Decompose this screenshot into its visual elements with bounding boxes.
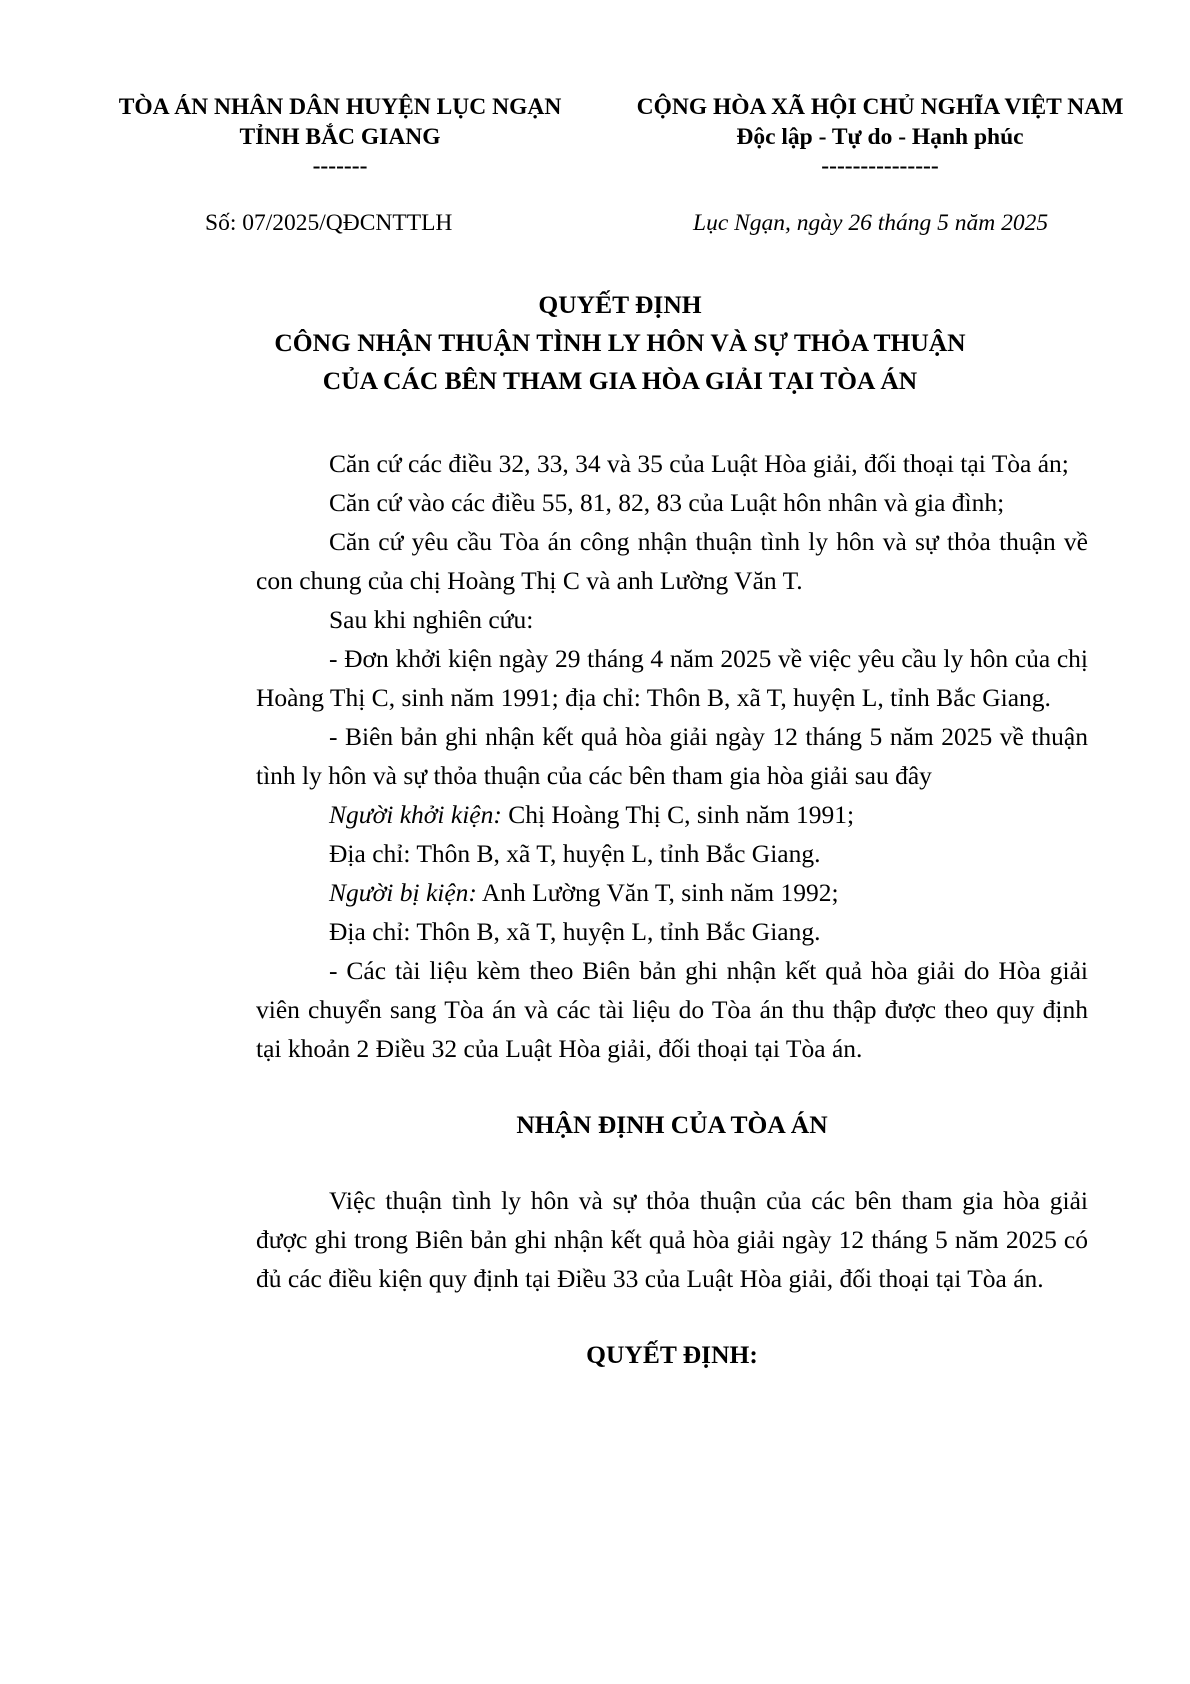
defendant-address: Địa chỉ: Thôn B, xã T, huyện L, tỉnh Bắc Giang. <box>329 917 821 946</box>
national-name: CỘNG HÒA XÃ HỘI CHỦ NGHĨA VIỆT NAM <box>636 94 1124 120</box>
title-line-3: CỦA CÁC BÊN THAM GIA HÒA GIẢI TẠI TÒA ÁN <box>322 366 918 395</box>
court-name: TÒA ÁN NHÂN DÂN HUYỆN LỤC NGẠN <box>118 94 562 120</box>
defendant-label: Người bị kiện: <box>329 878 477 907</box>
document-body <box>256 444 1088 1374</box>
court-province: TỈNH BẮC GIANG <box>239 124 441 150</box>
decision-heading: QUYẾT ĐỊNH: <box>586 1340 758 1369</box>
legal-basis-1: Căn cứ các điều 32, 33, 34 và 35 của Luật Hòa giải, đối thoại tại Tòa án; <box>329 449 1069 478</box>
legal-basis-2: Căn cứ vào các điều 55, 81, 82, 83 của Luật hôn nhân và gia đình; <box>329 488 1005 517</box>
plaintiff-address: Địa chỉ: Thôn B, xã T, huyện L, tỉnh Bắc Giang. <box>329 839 821 868</box>
legal-basis-3: Căn cứ yêu cầu Tòa án công nhận thuận tình ly hôn và sự thỏa thuận về con chung của chị Hoàng Thị C và anh Lường Văn T. <box>256 527 1088 595</box>
title-line-2: CÔNG NHẬN THUẬN TÌNH LY HÔN VÀ SỰ THỎA THUẬN <box>274 328 966 357</box>
national-header-separator: --------------- <box>821 153 939 179</box>
court-assessment-text: Việc thuận tình ly hôn và sự thỏa thuận của các bên tham gia hòa giải được ghi trong Biên bản ghi nhận kết quả hòa giải ngày 12 tháng 5 năm 2025 có đủ các điều kiện quy định tại Điều 33 của Luật Hòa giải, đối thoại tại Tòa án. <box>256 1186 1088 1293</box>
lawsuit-petition: - Đơn khởi kiện ngày 29 tháng 4 năm 2025 về việc yêu cầu ly hôn của chị Hoàng Thị C, sinh năm 1991; địa chỉ: Thôn B, xã T, huyện L, tỉnh Bắc Giang. <box>256 644 1088 712</box>
attached-documents: - Các tài liệu kèm theo Biên bản ghi nhận kết quả hòa giải do Hòa giải viên chuyển sang Tòa án và các tài liệu do Tòa án thu thập được theo quy định tại khoản 2 Điều 32 của Luật Hòa giải, đối thoại tại Tòa án. <box>256 956 1088 1063</box>
defendant-line <box>256 873 1088 912</box>
mediation-record: - Biên bản ghi nhận kết quả hòa giải ngày 12 tháng 5 năm 2025 về thuận tình ly hôn và sự thỏa thuận của các bên tham gia hòa giải sau đây <box>256 722 1088 790</box>
title-line-1: QUYẾT ĐỊNH <box>538 290 702 319</box>
national-motto: Độc lập - Tự do - Hạnh phúc <box>736 124 1024 150</box>
document-date: Lục Ngạn, ngày 26 tháng 5 năm 2025 <box>693 210 1049 236</box>
document-number: Số: 07/2025/QĐCNTTLH <box>205 210 453 236</box>
review-intro: Sau khi nghiên cứu: <box>329 605 534 634</box>
plaintiff-value: Chị Hoàng Thị C, sinh năm 1991; <box>501 800 855 829</box>
plaintiff-line <box>256 795 1088 834</box>
plaintiff-label: Người khởi kiện: <box>329 800 502 829</box>
document-title <box>150 286 1090 400</box>
court-header <box>100 92 580 180</box>
defendant-value: Anh Lường Văn T, sinh năm 1992; <box>476 878 839 907</box>
court-assessment-heading: NHẬN ĐỊNH CỦA TÒA ÁN <box>516 1110 828 1139</box>
court-header-separator: ------- <box>312 153 368 179</box>
national-header <box>612 92 1148 180</box>
